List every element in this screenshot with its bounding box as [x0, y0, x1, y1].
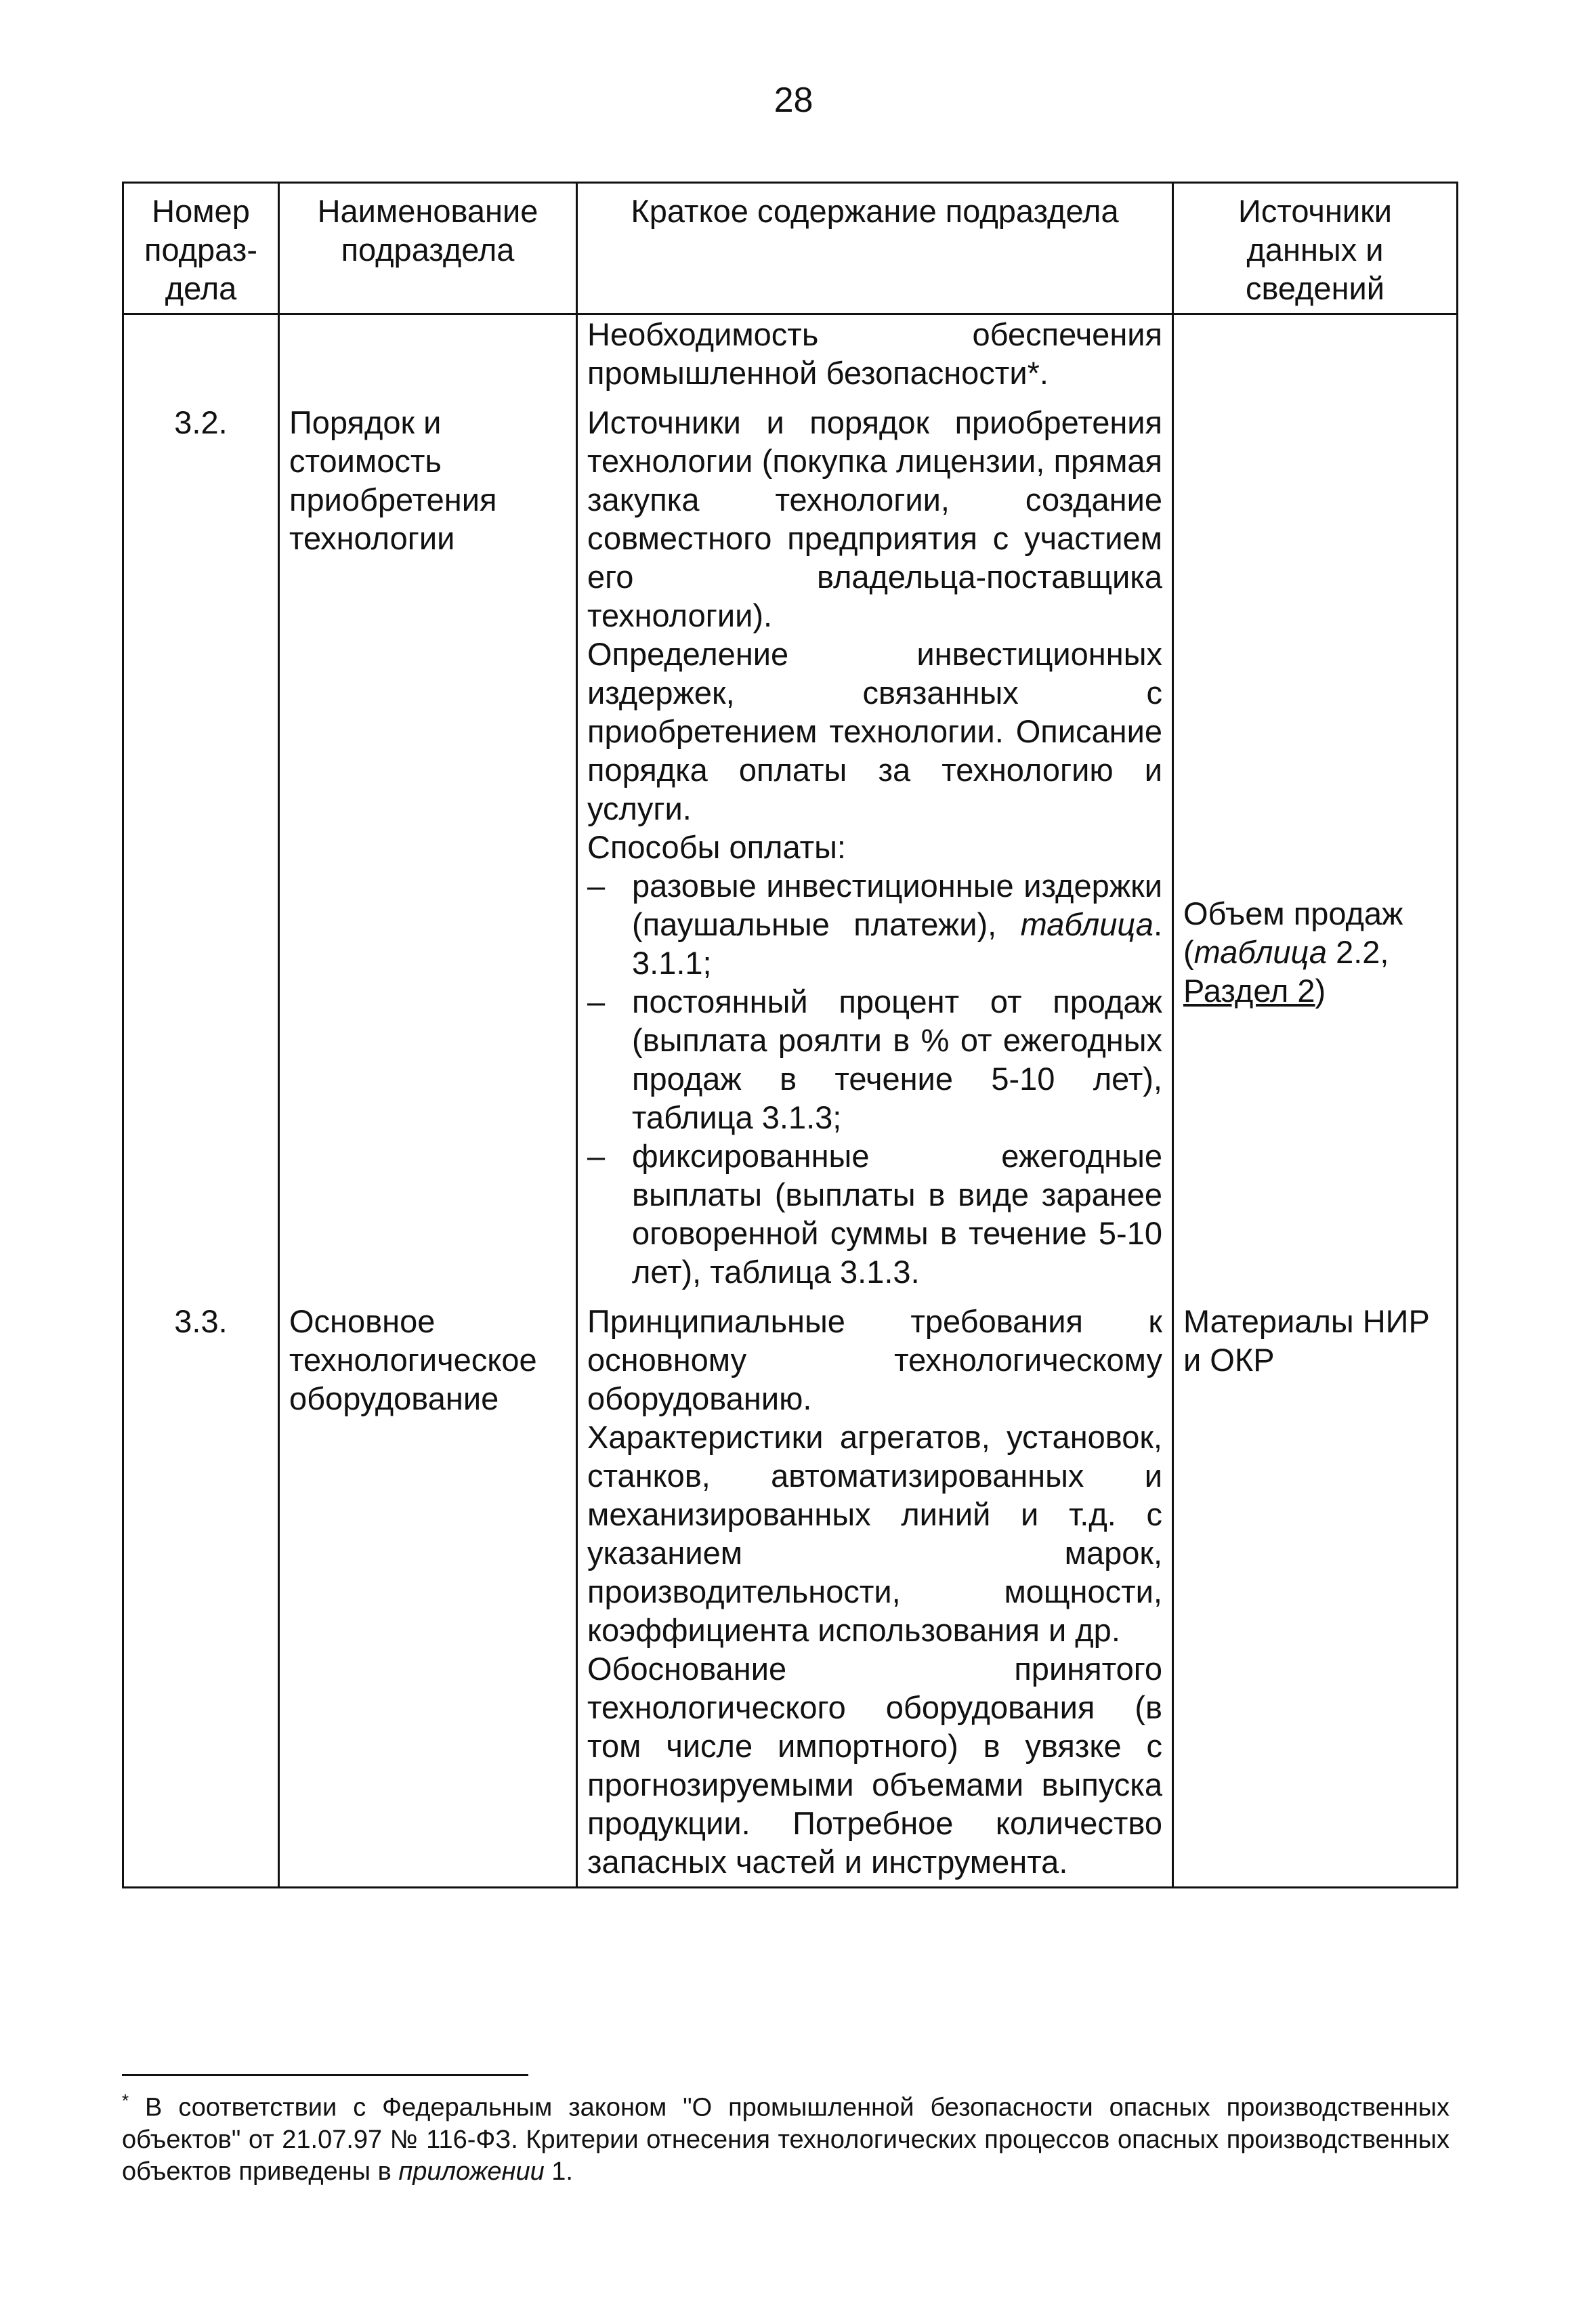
subsection-number: 3.3.: [123, 1291, 279, 1888]
content-paragraph: Принципиальные требования к основному технологическому оборудованию.: [587, 1303, 1162, 1416]
subsection-number: 3.2.: [123, 392, 279, 1291]
cell-sources: [1173, 314, 1458, 393]
subsection-table: [122, 182, 1458, 1888]
table-reference: таблица: [1020, 906, 1154, 942]
footnote-text: В соответствии с Федеральным законом "О промышленной безопасности опасных производственных объектов" от 21.07.97 № 116-ФЗ. Критерии отнесения технологических процессов опасных производственных объектов приведены в: [122, 2093, 1450, 2186]
cell-content: [577, 314, 1173, 393]
dash-marker: –: [587, 984, 606, 1019]
content-paragraph: Определение инвестиционных издержек, связанных с приобретением технологии. Описание порядка оплаты за технологию и услуги.: [587, 636, 1162, 826]
payment-list-item: [587, 982, 1162, 1137]
header-name: Наименование подраздела: [279, 183, 577, 314]
footnote-end: 1.: [544, 2157, 573, 2186]
list-item-text: постоянный процент от продаж (выплата роялти в % от ежегодных продаж в течение 5-10 лет), таблица 3.1.3;: [632, 984, 1162, 1135]
content-paragraph: Способы оплаты:: [587, 829, 846, 865]
section-2-link[interactable]: Раздел 2: [1183, 973, 1315, 1009]
table-row-3-2: [123, 392, 1458, 1291]
page-number: 28: [774, 81, 813, 120]
subsection-sources: Объем продаж (таблица 2.2, Раздел 2): [1173, 392, 1458, 1291]
subsection-name: Основное технологическое оборудование: [279, 1291, 577, 1888]
dash-marker: –: [587, 1138, 606, 1174]
content-paragraph: Характеристики агрегатов, установок, станков, автоматизированных и механизированных линий и т.д. с указанием марок, производительности, мощности, коэффициента использования и др.: [587, 1419, 1162, 1648]
subsection-content: [577, 392, 1173, 1291]
footnote: [122, 2085, 1450, 2188]
subsection-name: Порядок и стоимость приобретения технологии: [279, 392, 577, 1291]
content-paragraph: Обоснование принятого технологического оборудования (в том числе импортного) в увязке с прогнозируемыми объемами выпуска продукции. Потребное количество запасных частей и инструмента.: [587, 1651, 1162, 1880]
cell-name: [279, 314, 577, 393]
source-text: Объем продаж (: [1183, 895, 1403, 970]
footnote-mark: *: [122, 2090, 129, 2111]
cell-number: [123, 314, 279, 393]
table-header-row: [123, 183, 1458, 314]
header-content: Краткое содержание подраздела: [577, 183, 1173, 314]
subsection-content: [577, 1291, 1173, 1888]
payment-list-item: [587, 1137, 1162, 1291]
header-sources: Источники данных и сведений: [1173, 183, 1458, 314]
content-paragraph: Источники и порядок приобретения технологии (покупка лицензии, прямая закупка технологии, создание совместного предприятия с участием его владельца-поставщика технологии).: [587, 404, 1162, 633]
appendix-reference: приложении: [398, 2157, 545, 2186]
safety-paragraph: Необходимость обеспечения промышленной безопасности*.: [587, 316, 1162, 391]
payment-list-item: [587, 866, 1162, 982]
footnote-divider: [122, 2074, 528, 2076]
header-number: Номер подраз-дела: [123, 183, 279, 314]
table-row-3-3: [123, 1291, 1458, 1888]
table-row-continuation: [123, 314, 1458, 393]
source-table-reference: таблица: [1193, 934, 1328, 970]
dash-marker: –: [587, 868, 606, 904]
subsection-sources: Материалы НИР и ОКР: [1173, 1291, 1458, 1888]
list-item-text: разовые инвестиционные издержки (паушальные платежи), таблица. 3.1.1;: [632, 868, 1162, 981]
list-item-text: фиксированные ежегодные выплаты (выплаты в виде заранее оговоренной суммы в течение 5-10 лет), таблица 3.1.3.: [632, 1138, 1162, 1290]
